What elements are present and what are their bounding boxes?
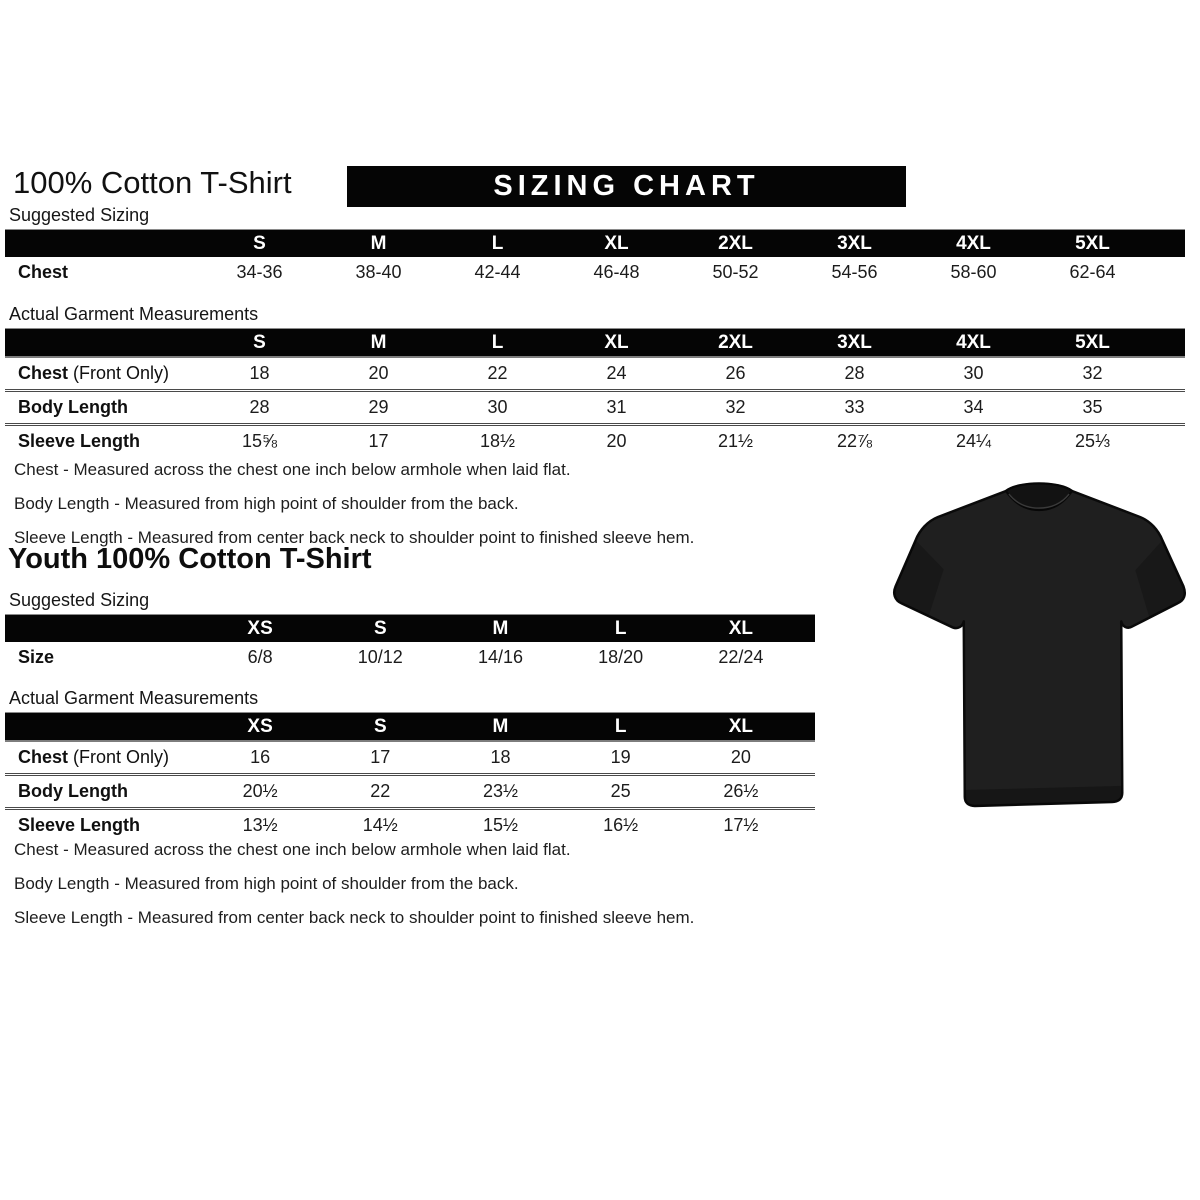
size-table [5, 230, 1185, 288]
measurement-cell: 17 [368, 431, 389, 451]
adult-suggested-sizing-table [5, 230, 1185, 288]
size-column-header: 4XL [914, 329, 1033, 357]
row-spacer [801, 809, 815, 842]
row-label: Body Length [18, 781, 128, 801]
measurement-cell: 6/8 [247, 647, 273, 667]
size-table [5, 713, 815, 841]
measurement-cell: 16½ [603, 815, 639, 835]
row-label: Size [18, 647, 55, 667]
measurement-cell: 20½ [242, 781, 278, 801]
youth-actual-measurements-label: Actual Garment Measurements [5, 688, 815, 714]
size-column-header: XS [200, 713, 320, 741]
size-column-header: 3XL [795, 329, 914, 357]
size-column-header: M [319, 329, 438, 357]
measurement-cell: 32 [725, 397, 746, 417]
measurement-cell: 25⅓ [1074, 431, 1111, 451]
size-column-header: S [200, 329, 319, 357]
size-table [5, 329, 1185, 457]
row-spacer [1152, 391, 1185, 425]
note-line: Body Length - Measured from high point of shoulder from the back. [14, 874, 519, 893]
row-label-column-header [5, 713, 200, 741]
measurement-cell: 22⅞ [836, 431, 873, 451]
adult-actual-measurements-label: Actual Garment Measurements [5, 304, 1185, 330]
size-column-header: XL [557, 329, 676, 357]
size-column-header: L [561, 713, 681, 741]
measurement-cell: 13½ [242, 815, 278, 835]
measurement-cell: 28 [249, 397, 270, 417]
measurement-cell: 14/16 [477, 647, 523, 667]
measurement-cell: 30 [963, 363, 984, 383]
header-spacer [1152, 329, 1185, 357]
measurement-cell: 50-52 [712, 262, 759, 282]
youth-suggested-sizing-table [5, 615, 815, 673]
measurement-cell: 46-48 [593, 262, 640, 282]
row-spacer [801, 642, 815, 673]
adult-suggested-sizing-label: Suggested Sizing [5, 205, 1185, 231]
header-spacer [801, 615, 815, 642]
size-column-header: L [438, 230, 557, 257]
note-line: Body Length - Measured from high point of shoulder from the back. [14, 494, 519, 513]
youth-actual-measurements-table [5, 713, 815, 841]
size-column-header: M [440, 713, 560, 741]
size-column-header: L [561, 615, 681, 642]
measurement-cell: 10/12 [357, 647, 403, 667]
measurement-cell: 20 [730, 747, 751, 767]
measurement-cell: 26½ [723, 781, 759, 801]
measurement-cell: 26 [725, 363, 746, 383]
measurement-cell: 15⅝ [241, 431, 278, 451]
measurement-cell: 18/20 [598, 647, 644, 667]
table-row [5, 642, 815, 673]
measurement-cell: 33 [844, 397, 865, 417]
measurement-cell: 32 [1082, 363, 1103, 383]
size-column-header: XL [557, 230, 676, 257]
table-row [5, 357, 1185, 391]
table-row [5, 425, 1185, 458]
measurement-cell: 22/24 [718, 647, 764, 667]
table-row [5, 257, 1185, 288]
size-column-header: S [200, 230, 319, 257]
measurement-cell: 22 [370, 781, 391, 801]
table-row [5, 741, 815, 775]
measurement-cell: 18 [249, 363, 270, 383]
youth-title: Youth 100% Cotton T-Shirt [8, 543, 372, 575]
measurement-cell: 23½ [482, 781, 518, 801]
size-column-header: 3XL [795, 230, 914, 257]
measurement-cell: 31 [606, 397, 627, 417]
measurement-cell: 14½ [362, 815, 398, 835]
measurement-cell: 15½ [482, 815, 518, 835]
measurement-cell: 21½ [717, 431, 754, 451]
size-table [5, 615, 815, 673]
measurement-cell: 58-60 [950, 262, 997, 282]
sizing-chart-banner: SIZING CHART [347, 166, 906, 207]
size-column-header: M [440, 615, 560, 642]
measurement-cell: 28 [844, 363, 865, 383]
size-column-header: S [320, 713, 440, 741]
size-column-header: XL [681, 615, 801, 642]
size-column-header: 2XL [676, 230, 795, 257]
row-label: Sleeve Length [18, 431, 141, 451]
measurement-cell: 22 [487, 363, 508, 383]
row-label-column-header [5, 329, 200, 357]
tshirt-graphic [894, 484, 1185, 806]
note-line: Sleeve Length - Measured from center back neck to shoulder point to finished sleeve hem. [14, 908, 695, 927]
measurement-cell: 30 [487, 397, 508, 417]
row-label: Chest (Front Only) [18, 747, 170, 767]
header-spacer [1152, 230, 1185, 257]
youth-suggested-sizing-label: Suggested Sizing [5, 590, 815, 616]
measurement-cell: 34-36 [236, 262, 283, 282]
size-column-header: 5XL [1033, 230, 1152, 257]
table-row [5, 809, 815, 842]
row-spacer [1152, 425, 1185, 458]
table-row [5, 391, 1185, 425]
table-row [5, 775, 815, 809]
row-spacer [1152, 357, 1185, 391]
note-line: Chest - Measured across the chest one inch below armhole when laid flat. [14, 460, 571, 479]
measurement-cell: 19 [610, 747, 631, 767]
row-label-column-header [5, 230, 200, 257]
row-spacer [801, 741, 815, 775]
row-label: Sleeve Length [18, 815, 141, 835]
measurement-cell: 35 [1082, 397, 1103, 417]
measurement-cell: 54-56 [831, 262, 878, 282]
size-column-header: 4XL [914, 230, 1033, 257]
size-column-header: M [319, 230, 438, 257]
measurement-cell: 18 [490, 747, 511, 767]
measurement-cell: 20 [606, 431, 627, 451]
row-spacer [1152, 257, 1185, 288]
measurement-cell: 38-40 [355, 262, 402, 282]
size-column-header: 2XL [676, 329, 795, 357]
black-tshirt-image [888, 474, 1190, 820]
measurement-cell: 17½ [723, 815, 759, 835]
row-label: Chest [18, 262, 69, 282]
row-label: Chest (Front Only) [18, 363, 170, 383]
measurement-cell: 62-64 [1069, 262, 1116, 282]
row-label: Body Length [18, 397, 128, 417]
size-column-header: XS [200, 615, 320, 642]
page-title: 100% Cotton T-Shirt [13, 165, 292, 200]
measurement-cell: 24 [606, 363, 627, 383]
measurement-cell: 18½ [479, 431, 516, 451]
size-column-header: S [320, 615, 440, 642]
youth-measurement-notes [14, 840, 694, 942]
header-spacer [801, 713, 815, 741]
size-column-header: 5XL [1033, 329, 1152, 357]
size-column-header: XL [681, 713, 801, 741]
measurement-cell: 20 [368, 363, 389, 383]
measurement-cell: 24¼ [955, 431, 992, 451]
row-label-column-header [5, 615, 200, 642]
size-column-header: L [438, 329, 557, 357]
measurement-cell: 17 [370, 747, 391, 767]
note-line: Chest - Measured across the chest one inch below armhole when laid flat. [14, 840, 571, 859]
measurement-cell: 42-44 [474, 262, 521, 282]
measurement-cell: 25 [610, 781, 631, 801]
row-spacer [801, 775, 815, 809]
measurement-cell: 16 [250, 747, 271, 767]
measurement-cell: 29 [368, 397, 389, 417]
measurement-cell: 34 [963, 397, 984, 417]
adult-actual-measurements-table [5, 329, 1185, 457]
note-line: Sleeve Length - Measured from center back neck to shoulder point to finished sleeve hem. [14, 528, 695, 547]
